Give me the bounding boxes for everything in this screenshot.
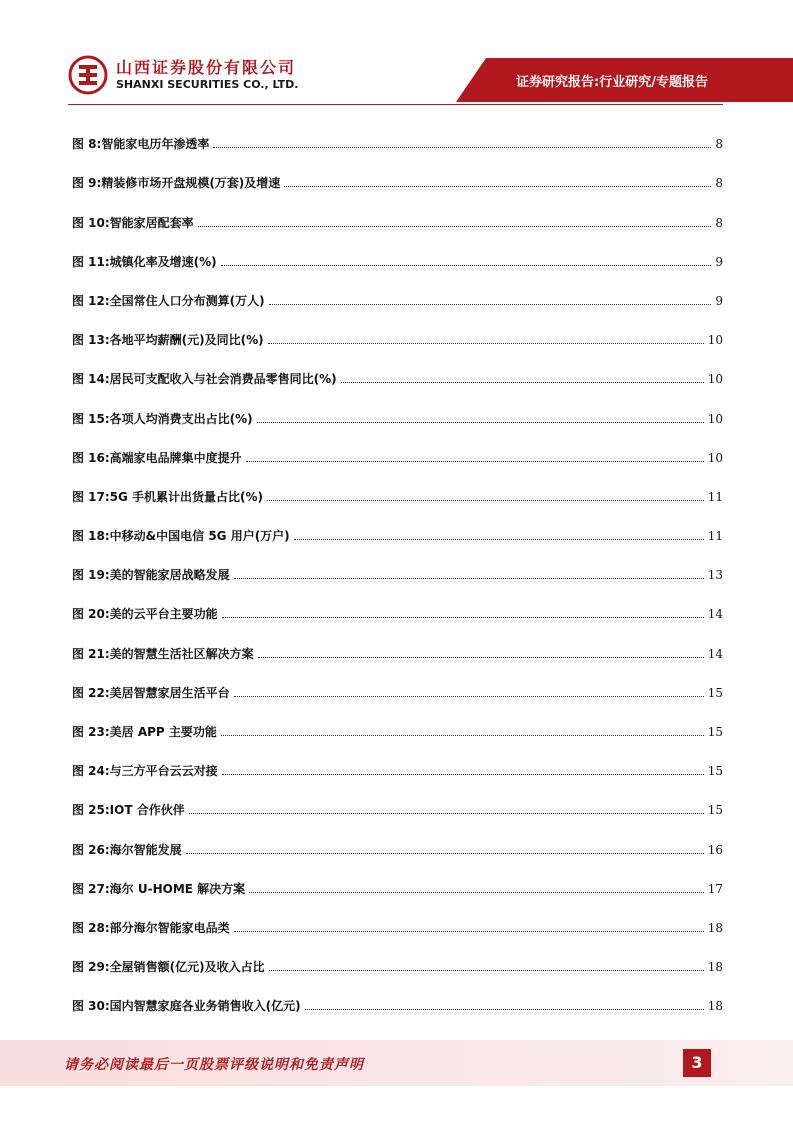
report-type-label: 证券研究报告:行业研究/专题报告 [516, 75, 708, 90]
toc-entry[interactable] [72, 857, 723, 896]
toc-leader-dots [269, 969, 704, 971]
toc-leader-dots [213, 146, 711, 148]
toc-entry-page: 15 [707, 685, 723, 700]
toc-entry-page: 11 [707, 489, 723, 504]
toc-entry-label: 图 26:海尔智能发展 [72, 842, 182, 857]
toc-entry[interactable] [72, 582, 723, 621]
toc-entry-page: 11 [707, 529, 723, 544]
toc-leader-dots [268, 342, 704, 344]
page-number: 3 [683, 1049, 711, 1077]
toc-leader-dots [246, 460, 704, 462]
toc-entry[interactable] [72, 778, 723, 817]
toc-entry-page: 18 [707, 920, 723, 935]
toc-entry-page: 8 [715, 137, 723, 152]
toc-entry-label: 图 13:各地平均薪酬(元)及同比(%) [72, 333, 264, 348]
page-header [0, 0, 793, 108]
figure-table-of-contents [72, 112, 723, 1013]
toc-entry-label: 图 25:IOT 合作伙伴 [72, 803, 185, 818]
toc-entry[interactable] [72, 543, 723, 582]
toc-leader-dots [305, 1008, 704, 1010]
toc-leader-dots [267, 499, 704, 501]
toc-leader-dots [294, 538, 704, 540]
toc-entry-label: 图 8:智能家电历年渗透率 [72, 137, 210, 152]
toc-leader-dots [222, 616, 704, 618]
toc-leader-dots [258, 656, 704, 658]
toc-leader-dots [221, 734, 704, 736]
toc-leader-dots [249, 891, 704, 893]
toc-entry-label: 图 14:居民可支配收入与社会消费品零售同比(%) [72, 372, 337, 387]
company-name-en: SHANXI SECURITIES CO., LTD. [116, 78, 299, 91]
toc-leader-dots [234, 930, 704, 932]
toc-entry[interactable] [72, 504, 723, 543]
toc-entry[interactable] [72, 347, 723, 386]
toc-entry-page: 15 [707, 803, 723, 818]
toc-leader-dots [198, 225, 712, 227]
toc-entry-page: 10 [707, 333, 723, 348]
toc-entry[interactable] [72, 896, 723, 935]
toc-entry-label: 图 10:智能家居配套率 [72, 215, 194, 230]
toc-entry-label: 图 15:各项人均消费支出占比(%) [72, 411, 253, 426]
toc-entry-label: 图 17:5G 手机累计出货量占比(%) [72, 489, 264, 504]
toc-entry-page: 15 [707, 764, 723, 779]
toc-entry[interactable] [72, 817, 723, 856]
toc-entry-page: 15 [707, 725, 723, 739]
toc-entry-page: 14 [707, 646, 723, 661]
toc-entry-label: 图 11:城镇化率及增速(%) [72, 254, 217, 269]
toc-leader-dots [222, 773, 704, 775]
toc-entry-label: 图 23:美居 APP 主要功能 [72, 725, 217, 739]
toc-entry-label: 图 22:美居智慧家居生活平台 [72, 685, 230, 700]
toc-entry-page: 8 [715, 215, 723, 230]
toc-entry[interactable] [72, 308, 723, 347]
toc-entry-page: 10 [707, 450, 723, 465]
toc-entry[interactable] [72, 621, 723, 660]
toc-leader-dots [234, 577, 704, 579]
toc-entry-page: 9 [715, 254, 723, 269]
header-divider [68, 104, 723, 105]
company-name-cn: 山西证券股份有限公司 [116, 58, 297, 77]
toc-leader-dots [257, 421, 704, 423]
toc-entry-label: 图 16:高端家电品牌集中度提升 [72, 450, 242, 465]
toc-entry[interactable] [72, 465, 723, 504]
toc-entry[interactable] [72, 935, 723, 974]
toc-entry-label: 图 19:美的智能家居战略发展 [72, 568, 230, 583]
toc-leader-dots [186, 852, 704, 854]
toc-entry-label: 图 27:海尔 U-HOME 解决方案 [72, 881, 246, 896]
toc-entry[interactable] [72, 661, 723, 700]
toc-entry-label: 图 21:美的智慧生活社区解决方案 [72, 646, 254, 661]
toc-leader-dots [189, 812, 704, 814]
toc-leader-dots [284, 185, 711, 187]
toc-entry[interactable] [72, 386, 723, 425]
toc-leader-dots [341, 381, 704, 383]
toc-entry-label: 图 9:精装修市场开盘规模(万套)及增速 [72, 176, 281, 191]
toc-entry[interactable] [72, 151, 723, 190]
toc-entry-label: 图 29:全屋销售额(亿元)及收入占比 [72, 960, 265, 975]
toc-entry-page: 8 [715, 176, 723, 191]
toc-entry-page: 17 [707, 881, 723, 896]
toc-leader-dots [269, 303, 712, 305]
toc-entry-page: 14 [707, 607, 723, 622]
toc-entry[interactable] [72, 739, 723, 778]
toc-entry-page: 18 [707, 999, 723, 1014]
toc-leader-dots [221, 264, 712, 266]
toc-entry[interactable] [72, 230, 723, 269]
toc-entry-label: 图 30:国内智慧家庭各业务销售收入(亿元) [72, 999, 301, 1014]
toc-entry-page: 13 [707, 568, 723, 583]
toc-entry-page: 10 [707, 411, 723, 426]
toc-entry-label: 图 20:美的云平台主要功能 [72, 607, 218, 622]
toc-entry[interactable] [72, 112, 723, 151]
toc-entry-page: 16 [707, 842, 723, 857]
toc-entry[interactable] [72, 974, 723, 1013]
toc-entry-label: 图 24:与三方平台云云对接 [72, 764, 218, 779]
toc-entry[interactable] [72, 190, 723, 229]
company-logo-icon [68, 55, 108, 95]
toc-leader-dots [234, 695, 704, 697]
toc-entry-label: 图 18:中移动&中国电信 5G 用户(万户) [72, 529, 290, 544]
toc-entry-label: 图 12:全国常住人口分布测算(万人) [72, 293, 265, 308]
toc-entry-page: 18 [707, 960, 723, 975]
toc-entry-page: 9 [715, 293, 723, 308]
toc-entry-page: 10 [707, 372, 723, 387]
toc-entry[interactable] [72, 426, 723, 465]
toc-entry[interactable] [72, 269, 723, 308]
footer-disclaimer: 请务必阅读最后一页股票评级说明和免责声明 [64, 1057, 364, 1073]
toc-entry[interactable] [72, 700, 723, 739]
toc-entry-label: 图 28:部分海尔智能家电品类 [72, 920, 230, 935]
